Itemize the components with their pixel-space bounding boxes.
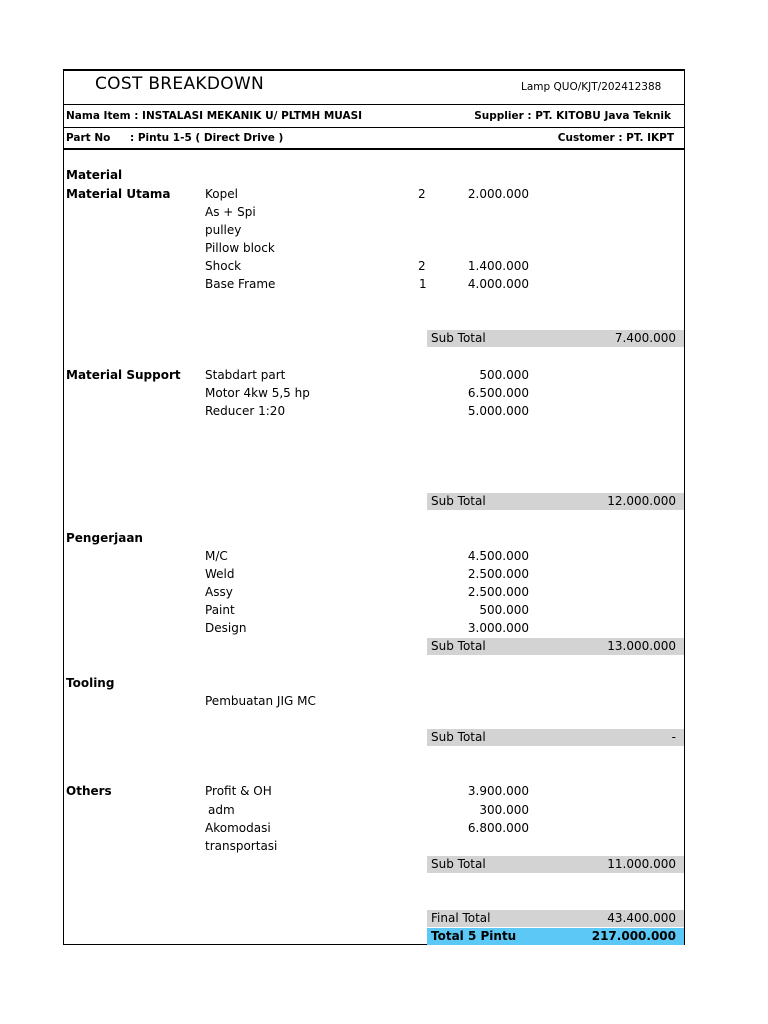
item-price: 300.000 [479,803,529,817]
item-name: Stabdart part [205,368,286,382]
item-price: 500.000 [479,368,529,382]
total-5-pintu-value: 217.000.000 [591,929,676,943]
item-name: Design [205,621,247,635]
subtotal-band [427,729,684,746]
item-name: Motor 4kw 5,5 hp [205,386,310,400]
item-name: Base Frame [205,277,276,291]
item-price: 500.000 [479,603,529,617]
item-price: 2.500.000 [467,585,529,599]
item-qty: 1 [419,277,427,291]
supplier: Supplier : PT. KITOBU Java Teknik [474,110,671,122]
item-qty: 2 [418,187,426,201]
subtotal-value: - [671,730,676,744]
subtotal-band [427,856,684,873]
item-name: Paint [205,603,235,617]
part-no-value: : Pintu 1-5 ( Direct Drive ) [130,132,284,144]
item-name: Profit & OH [205,784,272,798]
subtotal-label: Sub Total [431,639,486,653]
final-total-band [427,910,684,927]
item-name: Shock [205,259,242,273]
item-name: transportasi [205,839,278,853]
item-price: 1.400.000 [467,259,529,273]
item-name: pulley [205,223,242,237]
subtotal-band [427,330,684,347]
item-name: Weld [205,567,235,581]
item-name: Akomodasi [205,821,271,835]
header-divider-1 [63,104,685,105]
subtotal-label: Sub Total [431,331,486,345]
subtotal-value: 13.000.000 [607,639,676,653]
subtotal-band [427,638,684,655]
total-5-pintu-band [427,928,684,945]
subtotal-label: Sub Total [431,857,486,871]
tooling-label: Tooling [66,676,115,690]
subtotal-value: 12.000.000 [607,494,676,508]
item-price: 2.500.000 [467,567,529,581]
material-heading: Material [66,168,123,182]
material-utama-label: Material Utama [66,187,171,201]
final-total-value: 43.400.000 [607,911,676,925]
doc-title: COST BREAKDOWN [95,74,265,94]
item-name: As + Spi [205,205,256,219]
part-no-label: Part No [66,132,111,144]
customer: Customer : PT. IKPT [557,132,674,144]
subtotal-band [427,493,684,510]
item-price: 2.000.000 [467,187,529,201]
lamp-ref: Lamp QUO/KJT/202412388 [521,81,662,93]
header-divider-2 [63,127,685,128]
nama-item: Nama Item : INSTALASI MEKANIK U/ PLTMH MUASI [66,110,363,122]
item-price: 5.000.000 [467,404,529,418]
item-name: Assy [205,585,233,599]
pengerjaan-label: Pengerjaan [66,531,143,545]
final-total-label: Final Total [431,911,491,925]
material-support-label: Material Support [66,368,181,382]
item-qty: 2 [418,259,426,273]
item-name: Reducer 1:20 [205,404,286,418]
header-divider-3 [63,148,685,150]
item-name: adm [208,803,235,817]
subtotal-value: 11.000.000 [607,857,676,871]
item-name: M/C [205,549,228,563]
item-price: 3.900.000 [467,784,529,798]
subtotal-label: Sub Total [431,730,486,744]
item-name: Pillow block [205,241,275,255]
item-price: 4.000.000 [467,277,529,291]
subtotal-value: 7.400.000 [614,331,676,345]
item-price: 6.500.000 [467,386,529,400]
item-name: Kopel [205,187,238,201]
total-5-pintu-label: Total 5 Pintu [431,929,517,943]
item-price: 4.500.000 [467,549,529,563]
item-price: 6.800.000 [467,821,529,835]
others-label: Others [66,784,112,798]
subtotal-label: Sub Total [431,494,486,508]
item-name: Pembuatan JIG MC [205,694,316,708]
item-price: 3.000.000 [467,621,529,635]
